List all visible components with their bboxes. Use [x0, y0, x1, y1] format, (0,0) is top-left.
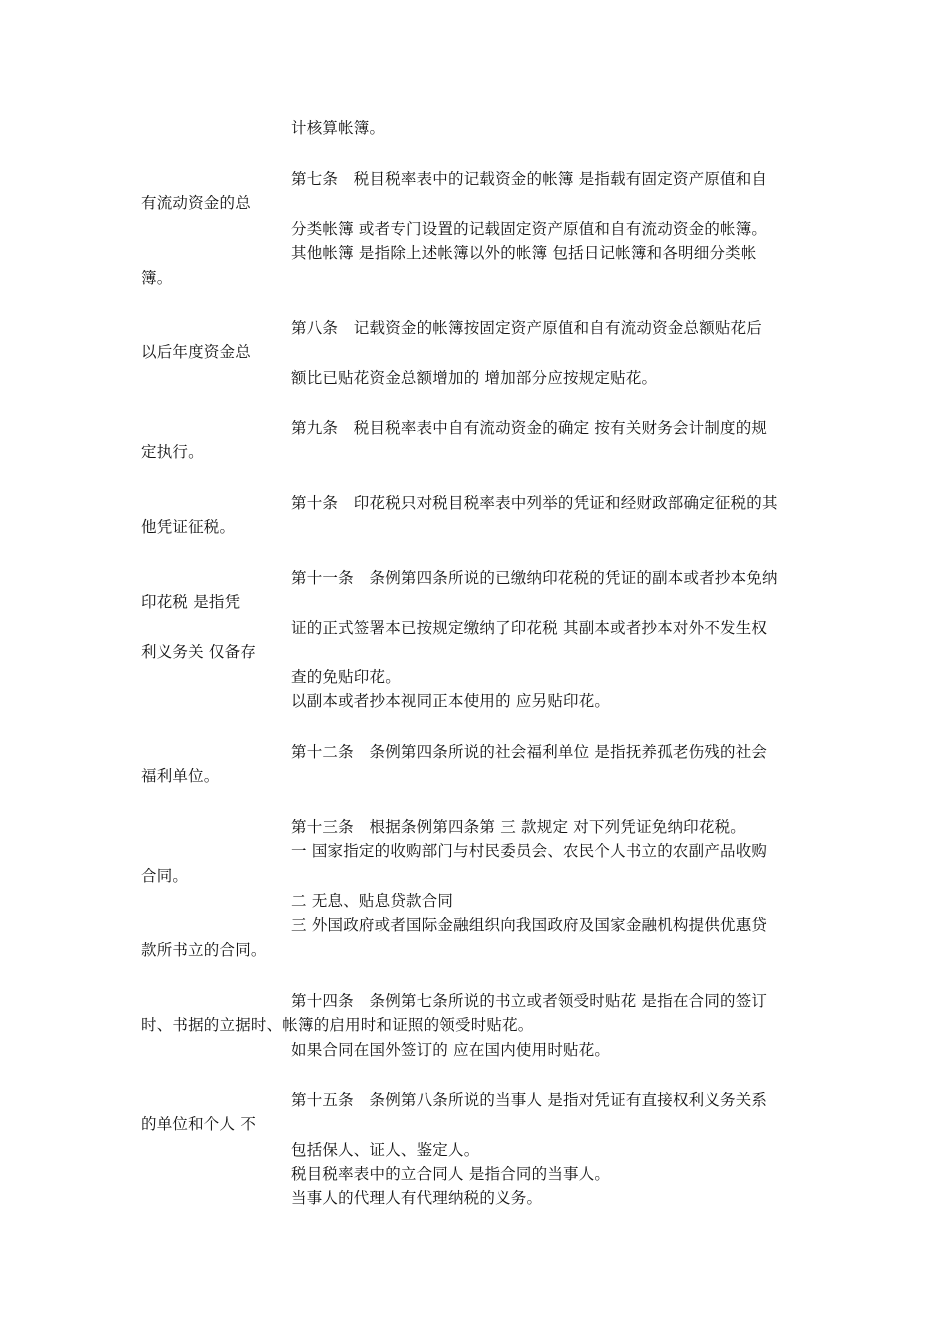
text-line: 包括保人、证人、鉴定人。	[291, 1141, 480, 1159]
text-line: 款所书立的合同。	[141, 941, 267, 959]
text-line: 有流动资金的总	[141, 194, 251, 212]
list-item-line: 三 外国政府或者国际金融组织向我国政府及国家金融机构提供优惠贷	[291, 916, 768, 934]
article-15-heading-line: 第十五条 条例第八条所说的当事人 是指对凭证有直接权利义务关系	[291, 1091, 768, 1109]
text-line: 证的正式签署本已按规定缴纳了印花税 其副本或者抄本对外不发生权	[291, 619, 768, 637]
text-line: 税目税率表中的立合同人 是指合同的当事人。	[291, 1165, 611, 1183]
text-line: 时、书据的立据时、帐簿的启用时和证照的领受时贴花。	[141, 1016, 534, 1034]
text-line: 以后年度资金总	[141, 343, 251, 361]
list-item-line: 二 无息、贴息贷款合同	[291, 892, 454, 910]
list-item-line: 一 国家指定的收购部门与村民委员会、农民个人书立的农副产品收购	[291, 842, 768, 860]
text-line: 定执行。	[141, 443, 204, 461]
text-line: 的单位和个人 不	[141, 1115, 257, 1133]
article-11-heading-line: 第十一条 条例第四条所说的已缴纳印花税的凭证的副本或者抄本免纳	[291, 569, 778, 587]
text-line: 他凭证征税。	[141, 518, 236, 536]
article-10-heading-line: 第十条 印花税只对税目税率表中列举的凭证和经财政部确定征税的其	[291, 494, 778, 512]
text-line: 当事人的代理人有代理纳税的义务。	[291, 1189, 543, 1207]
article-14-heading-line: 第十四条 条例第七条所说的书立或者领受时贴花 是指在合同的签订	[291, 992, 768, 1010]
text-line: 计核算帐簿。	[291, 119, 386, 137]
text-line: 印花税 是指凭	[141, 593, 241, 611]
text-line: 合同。	[141, 867, 189, 885]
text-line: 查的免贴印花。	[291, 668, 401, 686]
article-12-heading-line: 第十二条 条例第四条所说的社会福利单位 是指抚养孤老伤残的社会	[291, 743, 768, 761]
article-8-heading-line: 第八条 记载资金的帐簿按固定资产原值和自有流动资金总额贴花后	[291, 319, 763, 337]
text-line: 簿。	[141, 269, 173, 287]
text-line: 利义务关 仅备存	[141, 643, 257, 661]
text-line: 额比已贴花资金总额增加的 增加部分应按规定贴花。	[291, 369, 658, 387]
text-line: 如果合同在国外签订的 应在国内使用时贴花。	[291, 1041, 611, 1059]
article-7-heading-line: 第七条 税目税率表中的记载资金的帐簿 是指载有固定资产原值和自	[291, 170, 768, 188]
article-13-heading-line: 第十三条 根据条例第四条第 三 款规定 对下列凭证免纳印花税。	[291, 818, 746, 836]
text-line: 其他帐簿 是指除上述帐簿以外的帐簿 包括日记帐簿和各明细分类帐	[291, 244, 757, 262]
text-line: 以副本或者抄本视同正本使用的 应另贴印花。	[291, 692, 611, 710]
text-line: 福利单位。	[141, 767, 220, 785]
article-9-heading-line: 第九条 税目税率表中自有流动资金的确定 按有关财务会计制度的规	[291, 419, 768, 437]
text-line: 分类帐簿 或者专门设置的记载固定资产原值和自有流动资金的帐簿。	[291, 220, 768, 238]
